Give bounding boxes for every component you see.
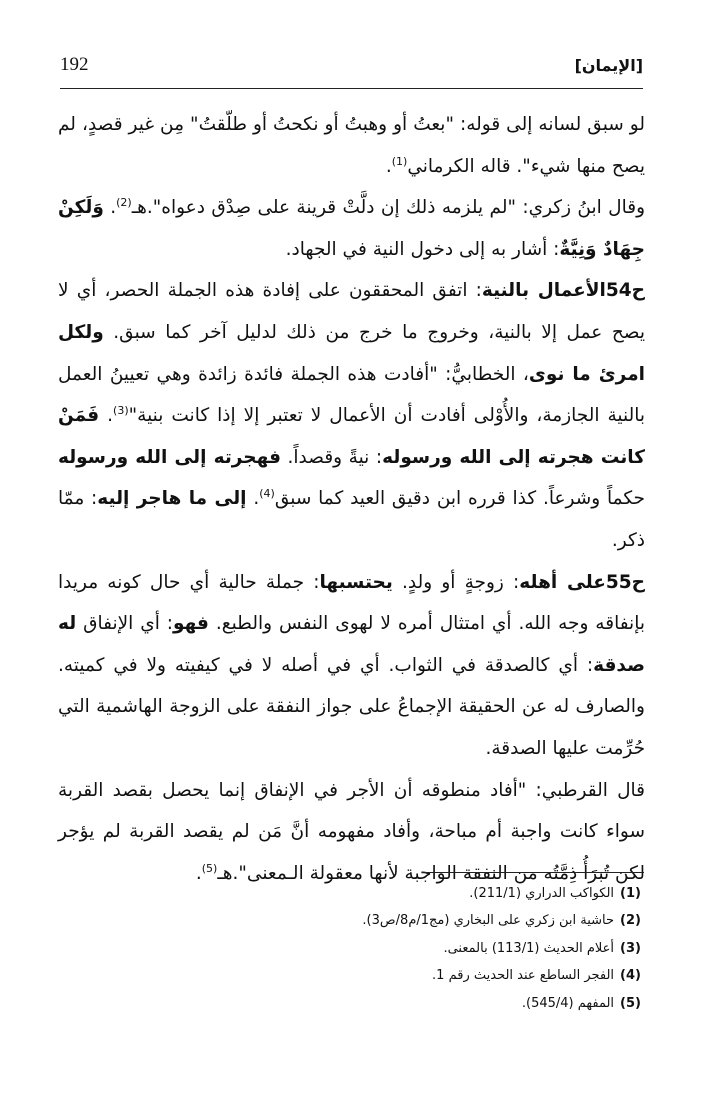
paragraph-text: : أي كالصدقة في الثواب. أي في أصله لا في كيفيته ولا في كميته. والصارف له عن الحقيقة الإجماعُ على جواز النفقة على الزوجة الهاشمية التي حُرِّمت عليها الصدقة. (58, 654, 645, 759)
paragraph-text: قال القرطبي: "أفاد منطوقه أن الأجر في الإنفاق إنما يحصل بقصد القربة سواء كانت واجبة أم مباحة، وأفاد مفهومه أنَّ مَن لم يقصد القربة لم يؤجر لكن تُبرَأُ ذِمَّتُه من النفقة الواجبة لأنها معقولة الـمعنى".هـ (58, 779, 645, 884)
footnote-ref: (2) (116, 196, 132, 210)
header-rule (60, 88, 643, 89)
quoted-hadith-phrase: ولكل امرئ ما نوى (58, 321, 645, 385)
quoted-hadith-phrase: الأعمال بالنية (481, 280, 606, 302)
quoted-hadith-phrase: له صدقة (58, 613, 645, 676)
footnote-item (58, 962, 645, 989)
footnote-text: حاشية ابن زكري على البخاري (مج1/م8/ص3). (362, 913, 615, 929)
quoted-hadith-phrase: يحتسبها (319, 571, 393, 593)
quoted-hadith-phrase: على أهله (519, 571, 606, 593)
paragraph-text: : أشار به إلى دخول النية في الجهاد. (285, 238, 560, 260)
footnotes (58, 880, 645, 1017)
footnote-item (58, 935, 645, 962)
paragraph-text: . (99, 405, 114, 427)
footnote-number: (3) (620, 940, 641, 956)
footnote-ref: (1) (391, 154, 408, 168)
footnote-text: الكواكب الدراري (211/1). (469, 886, 615, 901)
footnote-item (58, 907, 645, 934)
paragraph-text: . (195, 862, 202, 884)
paragraph-1 (58, 104, 645, 187)
running-head: [الإيمان] (574, 56, 643, 75)
paragraph-4 (58, 562, 645, 770)
paragraph-text: : زوجةٍ أو ولدٍ. (392, 571, 520, 593)
footnote-text: المفهم (545/4). (521, 995, 615, 1011)
page-header (60, 52, 643, 92)
page-number: 192 (60, 54, 89, 75)
quoted-hadith-phrase: إلى ما هاجر إليه (97, 488, 247, 510)
footnote-separator (422, 872, 644, 873)
footnote-ref: (3) (113, 404, 129, 417)
paragraph-3 (58, 270, 645, 561)
paragraph-text: : أي الإنفاق (76, 613, 173, 635)
footnote-number: (1) (620, 886, 641, 901)
footnote-text: الفجر الساطع عند الحديث رقم 1. (432, 968, 615, 984)
paragraph-text: حكماً وشرعاً. كذا قرره ابن دقيق العيد كما سبق (274, 488, 645, 510)
paragraph-2 (58, 187, 645, 270)
paragraph-text: . (103, 197, 117, 219)
footnote-number: (2) (620, 913, 641, 929)
paragraph-text: . (385, 155, 392, 177)
paragraph-text: : نيةً وقصداً. (280, 446, 383, 468)
paragraph-text: وقال ابنُ زكري: "لم يلزمه ذلك إن دلَّتْ قرينة على صِدْق دعواه".هـ (131, 197, 645, 219)
quoted-hadith-phrase: فَمَنْ كانت هجرته إلى الله ورسوله (58, 405, 645, 468)
footnote-item (58, 990, 645, 1017)
paragraph-text: : جملة حالية أي حال كونه مريدا بإنفاقه وجه الله. أي امتثال أمره لا لهوى النفس والطبع. (58, 571, 645, 635)
footnote-ref: (4) (259, 487, 275, 501)
paragraph-text: . (246, 488, 260, 510)
footnote-ref: (5) (201, 861, 218, 875)
paragraph-text: ، الخطابيُّ: "أفادت هذه الجملة فائدة زائدة وهي تعيينُ العمل بالنية الجازمة، والأُوْلى أفادت أن الأعمال لا تعتبر إلا إذا كانت بنية" (58, 363, 645, 427)
quoted-hadith-phrase: فهو (173, 613, 209, 635)
quoted-hadith-phrase: وَلَكِنْ جِهَادٌ وَنِيَّةٌ (58, 197, 645, 260)
footnote-number: (4) (620, 968, 641, 984)
hadith-number: ح54 (605, 280, 645, 302)
body-text (58, 104, 645, 894)
footnote-item (58, 880, 645, 907)
footnote-text: أعلام الحديث (113/1) بالمعنى. (443, 940, 615, 956)
quoted-hadith-phrase: فهجرته إلى الله ورسوله (58, 446, 281, 468)
paragraph-5 (58, 770, 645, 895)
paragraph-text: : ممّا ذكر. (58, 488, 645, 551)
paragraph-text: لو سبق لسانه إلى قوله: "بعتُ أو وهبتُ أو نكحتُ أو طلّقتُ" مِن غير قصدٍ، لم يصح منها شيء". قاله الكرماني (58, 114, 645, 177)
hadith-number: ح55 (605, 571, 645, 593)
footnote-number: (5) (620, 995, 641, 1011)
paragraph-text: : اتفق المحققون على إفادة هذه الجملة الحصر، أي لا يصح عمل إلا بالنية، وخروج ما خرج من ذلك لدليل آخر كما سبق. (58, 280, 645, 343)
